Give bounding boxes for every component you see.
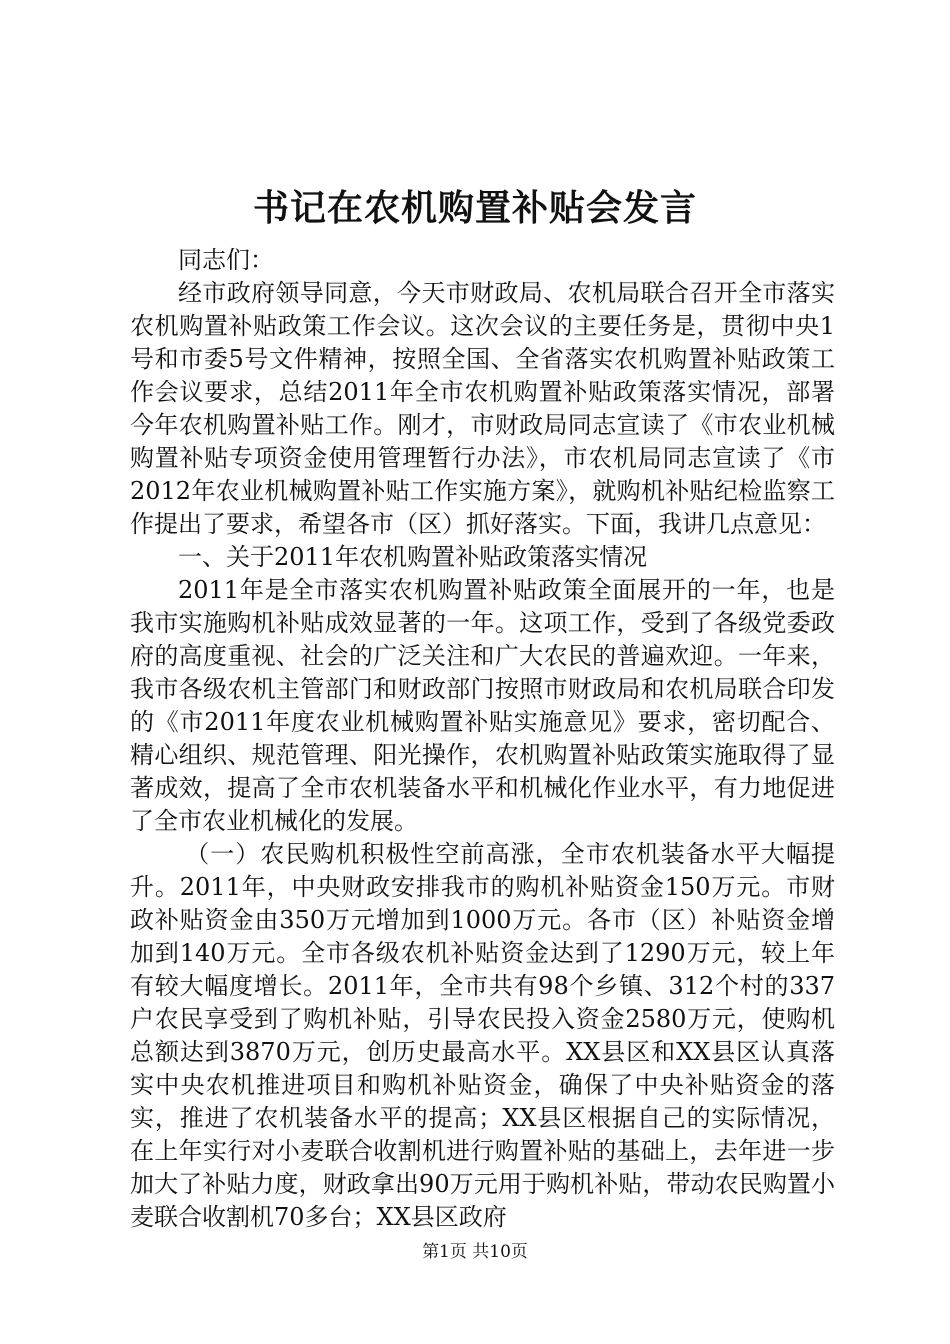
salutation: 同志们： <box>178 246 274 274</box>
section-heading-1: 一、关于2011年农机购置补贴政策落实情况 <box>178 543 648 571</box>
paragraph-subsection-1: （一）农民购机积极性空前高涨，全市农机装备水平大幅提升。2011年，中央财政安排我市的购机补贴资金150万元。市财政补贴资金由350万元增加到1000万元。各市（区）补贴资金增加到140万元。全市各级农机补贴资金达到了1290万元，较上年有较大幅度增长。2011年，全市共有98个乡镇、312个村的337户农民享受到了购机补贴，引导农民投入资金2580万元，使购机总额达到3870万元，创历史最高水平。XX县区和XX县区认真落实中央农机推进项目和购机补贴资金，确保了中央补贴资金的落实，推进了农机装备水平的提高；XX县区根据自己的实际情况，在上年实行对小麦联合收割机进行购置补贴的基础上，去年进一步加大了补贴力度，财政拿出90万元用于购机补贴，带动农民购置小麦联合收割机70多台；XX县区政府 <box>130 840 835 1231</box>
document-title: 书记在农机购置补贴会发言 <box>252 187 697 229</box>
paragraph-summary-2011: 2011年是全市落实农机购置补贴政策全面展开的一年，也是我市实施购机补贴成效显著的一年。这项工作，受到了各级党委政府的高度重视、社会的广泛关注和广大农民的普遍欢迎。一年来，我市各级农机主管部门和财政部门按照市财政局和农机局联合印发的《市2011年度农业机械购置补贴实施意见》要求，密切配合、精心组织、规范管理、阳光操作，农机购置补贴政策实施取得了显著成效，提高了全市农机装备水平和机械化作业水平，有力地促进了全市农业机械化的发展。 <box>130 576 835 835</box>
paragraph-intro: 经市政府领导同意，今天市财政局、农机局联合召开全市落实农机购置补贴政策工作会议。这次会议的主要任务是，贯彻中央1号和市委5号文件精神，按照全国、全省落实农机购置补贴政策工作会议要求，总结2011年全市农机购置补贴政策落实情况，部署今年农机购置补贴工作。刚才，市财政局同志宣读了《市农业机械购置补贴专项资金使用管理暂行办法》，市农机局同志宣读了《市2012年农业机械购置补贴工作实施方案》，就购机补贴纪检监察工作提出了要求，希望各市（区）抓好落实。下面，我讲几点意见： <box>130 279 835 538</box>
document-body <box>130 244 835 1234</box>
page-indicator: 第1页 共10页 <box>422 1242 528 1262</box>
